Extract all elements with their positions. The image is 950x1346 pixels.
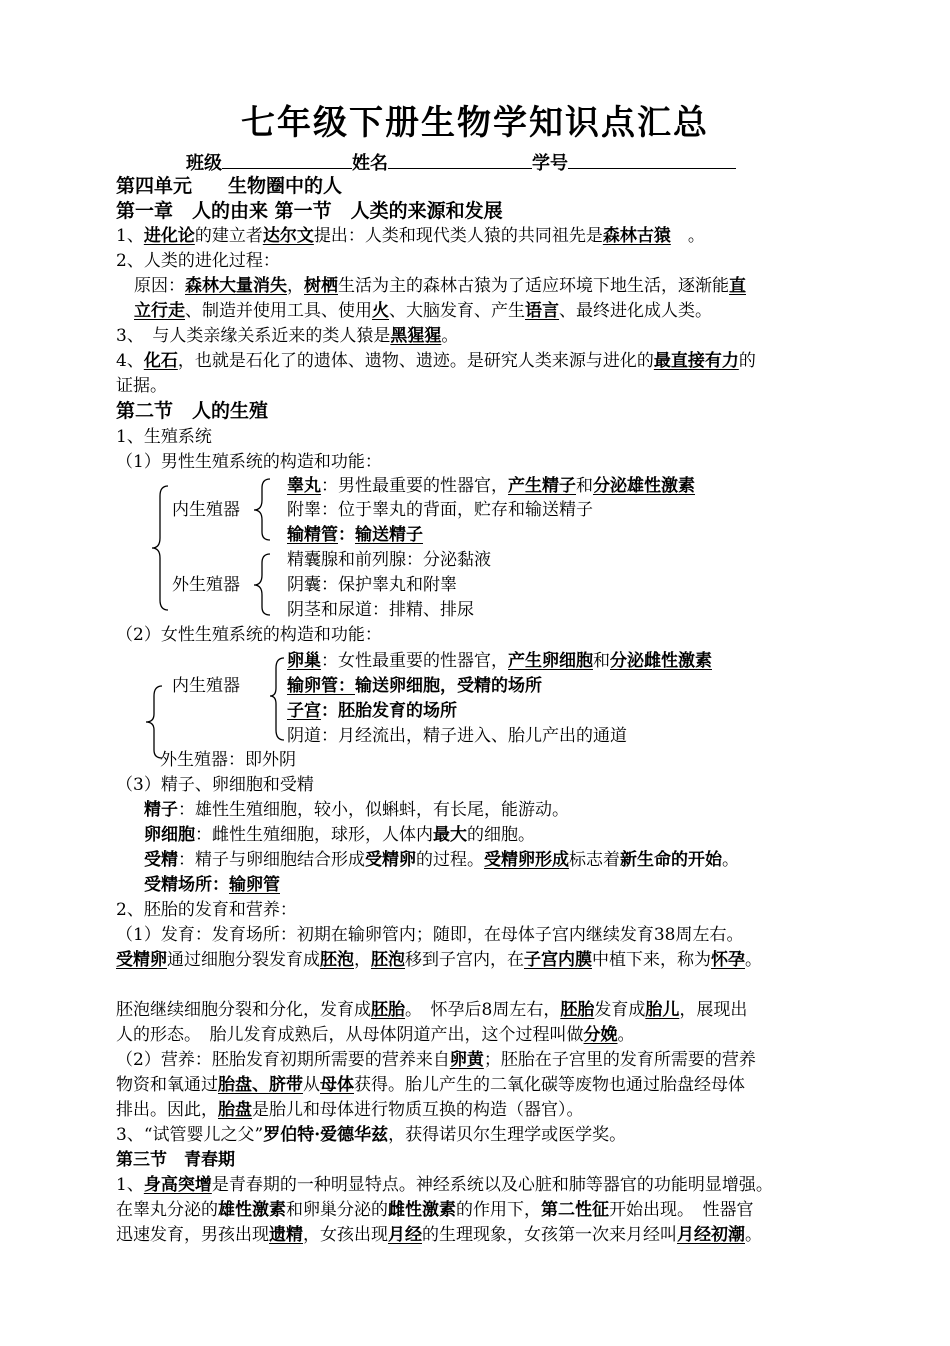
name-field[interactable] [388,148,532,169]
paragraph: 受精场所：输卵管 [144,875,280,895]
paragraph: 人的形态。 胎儿发育成熟后，从母体阴道产出，这个过程叫做分娩。 [116,1025,635,1045]
list-item: 卵巢：女性最重要的性器官，产生卵细胞和分泌雌性激素 [287,651,712,671]
paragraph: 2、人类的进化过程： [116,251,280,271]
paragraph: 原因：森林大量消失，树栖生活为主的森林古猿为了适应环境下地生活，逐渐能直 [134,276,746,296]
list-item: 睾丸：男性最重要的性器官，产生精子和分泌雄性激素 [287,476,695,496]
male-external-label: 外生殖器 [172,575,240,595]
paragraph: 排出。因此，胎盘是胎儿和母体进行物质互换的构造（器官）。 [116,1100,584,1120]
list-item: 附睾：位于睾丸的背面，贮存和输送精子 [287,500,593,520]
list-item: 子宫：胚胎发育的场所 [287,701,457,721]
paragraph: 胚泡继续细胞分裂和分化，发育成胚胎。 怀孕后8周左右，胚胎发育成胎儿，展现出 [116,1000,748,1020]
section-heading: 第二节 人的生殖 [116,400,269,422]
male-structure-braces [148,474,278,624]
id-field[interactable] [568,148,736,169]
paragraph: （1）发育：发育场所：初期在输卵管内；随即，在母体子宫内继续发育38周左右。 [116,925,744,945]
male-internal-label: 内生殖器 [172,500,240,520]
paragraph: 3、“试管婴儿之父”罗伯特·爱德华兹，获得诺贝尔生理学或医学奖。 [116,1125,627,1145]
class-field[interactable] [222,148,352,169]
paragraph: 1、进化论的建立者达尔文提出：人类和现代类人猿的共同祖先是森林古猿 。 [116,226,705,246]
paragraph: （1）男性生殖系统的构造和功能： [116,452,382,472]
paragraph: （2）女性生殖系统的构造和功能： [116,625,382,645]
list-item: 阴囊：保护睾丸和附睾 [287,575,457,595]
paragraph: 立行走、制造并使用工具、使用火、大脑发育、产生语言、最终进化成人类。 [134,301,712,321]
unit-heading: 第四单元 生物圈中的人 [116,175,343,197]
class-label: 班级 [186,153,222,174]
list-item: 阴道：月经流出，精子进入、胎儿产出的通道 [287,726,627,746]
paragraph: 4、化石，也就是石化了的遗体、遗物、遗迹。是研究人类来源与进化的最直接有力的 [116,351,756,371]
paragraph: 1、身高突增是青春期的一种明显特点。神经系统以及心脏和肺等器官的功能明显增强。 [116,1175,773,1195]
female-external-label: 外生殖器：即外阴 [160,750,296,770]
female-internal-label: 内生殖器 [172,676,240,696]
paragraph: （2）营养：胚胎发育初期所需要的营养来自卵黄；胚胎在子宫里的发育所需要的营养 [116,1050,756,1070]
name-label: 姓名 [352,153,388,174]
section-heading: 第三节 青春期 [116,1150,235,1170]
paragraph: 卵细胞：雌性生殖细胞，球形，人体内最大的细胞。 [144,825,535,845]
list-item: 输精管：输送精子 [287,525,423,545]
id-label: 学号 [532,153,568,174]
paragraph: （3）精子、卵细胞和受精 [116,775,314,795]
paragraph: 精子：雄性生殖细胞，较小，似蝌蚪，有长尾，能游动。 [144,800,569,820]
paragraph: 证据。 [116,376,167,396]
paragraph: 在睾丸分泌的雄性激素和卵巢分泌的雌性激素的作用下，第二性征开始出现。 性器官 [116,1200,754,1220]
paragraph: 迅速发育，男孩出现遗精，女孩出现月经的生理现象，女孩第一次来月经叫月经初潮。 [116,1225,762,1245]
paragraph: 2、胚胎的发育和营养： [116,900,297,920]
list-item: 阴茎和尿道：排精、排尿 [287,600,474,620]
chapter-heading: 第一章 人的由来 第一节 人类的来源和发展 [116,200,503,222]
paragraph: 物资和氧通过胎盘、脐带从母体获得。胎儿产生的二氧化碳等废物也通过胎盘经母体 [116,1075,745,1095]
paragraph: 受精卵通过细胞分裂发育成胚泡，胚泡移到子宫内，在子宫内膜中植下来，称为怀孕。 [116,950,762,970]
form-line [186,148,736,176]
list-item: 输卵管：输送卵细胞，受精的场所 [287,676,542,696]
list-item: 精囊腺和前列腺：分泌黏液 [287,550,491,570]
page-title: 七年级下册生物学知识点汇总 [241,103,709,143]
paragraph: 3、 与人类亲缘关系近来的类人猿是黑猩猩。 [116,326,459,346]
paragraph: 1、生殖系统 [116,427,212,447]
paragraph: 受精：精子与卵细胞结合形成受精卵的过程。受精卵形成标志着新生命的开始。 [144,850,739,870]
